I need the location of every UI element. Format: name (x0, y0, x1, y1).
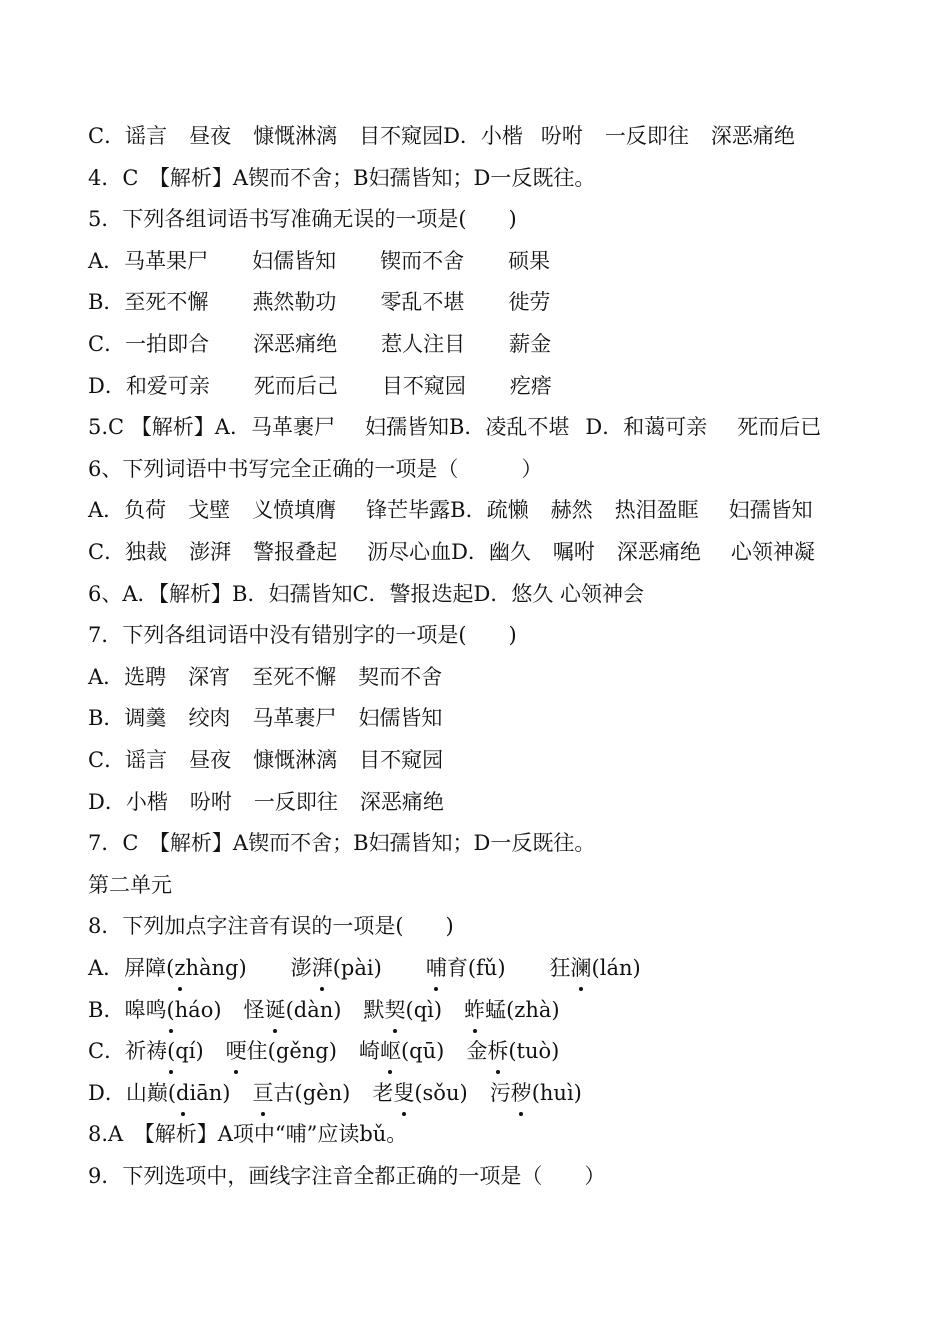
text-segment: 哽住(gěng) (226, 1031, 337, 1071)
text-line (88, 324, 910, 364)
text-segment: 深恶痛绝 (616, 540, 701, 564)
text-segment: 6、A．【解析】B．妇孺皆知C．警报迭起D．悠久 心领神会 (88, 581, 645, 606)
text-segment: 沥尽心血D．幽久 (367, 540, 531, 564)
text-line (88, 241, 910, 281)
text-segment: D．和爱可亲 (88, 373, 210, 398)
text-segment: 昼夜 (189, 748, 232, 772)
text-segment: 9．下列选项中，画线字注音全都正确的一项是（ ） (88, 1164, 606, 1188)
text-line (88, 366, 910, 406)
text-segment: B．嗥鸣(háo) (88, 990, 222, 1030)
text-segment: 零乱不堪 (380, 290, 465, 315)
text-segment: 亘古(gèn) (252, 1073, 350, 1113)
text-segment: 惹人注目 (381, 332, 466, 356)
text-segment: 老叟(sǒu) (372, 1073, 467, 1113)
text-segment: 燕然勒功 (252, 290, 337, 315)
text-segment: 戈壁 (188, 498, 231, 523)
text-segment: 至死不懈 (252, 664, 337, 689)
text-segment: A．负荷 (88, 498, 167, 523)
text-line (88, 116, 910, 156)
text-line (88, 199, 910, 239)
text-segment: 嘱咐 (552, 540, 595, 564)
text-line (88, 449, 910, 489)
text-segment: 昼夜 (189, 124, 232, 148)
text-segment: 7．下列各组词语中没有错别字的一项是( ) (88, 623, 517, 648)
text-line (88, 1073, 910, 1113)
text-segment: 赫然 (550, 498, 593, 523)
text-segment: 契而不舍 (358, 664, 443, 689)
text-segment: B．至死不懈 (88, 290, 209, 315)
text-segment: 第二单元 (88, 872, 172, 897)
text-segment: 8．下列加点字注音有误的一项是( ) (88, 914, 454, 939)
text-line (88, 407, 910, 447)
text-segment: 死而后己 (253, 373, 338, 398)
text-segment: 热泪盈眶 (614, 498, 699, 523)
text-segment: 妇孺皆知 (728, 498, 813, 523)
text-segment: D．和蔼可亲 (585, 415, 708, 440)
text-segment: 8.A 【解析】A项中“哺”应读bǔ。 (88, 1122, 408, 1147)
text-line (88, 740, 910, 780)
text-segment: 慷慨淋漓 (253, 748, 338, 772)
text-line (88, 906, 910, 946)
text-segment: 5．下列各组词语书写准确无误的一项是( ) (88, 207, 517, 232)
text-line (88, 948, 910, 988)
text-segment: 妇孺皆知B．凌乱不堪 (364, 415, 570, 440)
text-line (88, 532, 910, 572)
text-segment: C．祈祷(qí) (88, 1031, 204, 1071)
text-line (88, 657, 910, 697)
text-line (88, 823, 910, 863)
text-segment: 吩咐 (540, 124, 583, 148)
text-segment: A．选聘 (88, 664, 167, 689)
text-segment: B．调羹 (88, 706, 167, 731)
text-segment: 怪诞(dàn) (244, 990, 342, 1030)
text-line (88, 615, 910, 655)
text-segment: 一反即往 (253, 789, 338, 814)
text-segment: 深宵 (188, 664, 231, 689)
text-segment: 污秽(huì) (490, 1073, 582, 1113)
text-segment: 蚱蜢(zhà) (464, 990, 560, 1030)
text-segment: 5.C 【解析】A．马革裹尸 (88, 415, 335, 440)
text-segment: C．一拍即合 (88, 332, 210, 356)
text-segment: 锋芒毕露B．疏懒 (366, 498, 529, 523)
text-segment: 深恶痛绝 (710, 124, 795, 148)
text-segment: 默契(qì) (363, 990, 442, 1030)
text-segment: 4．C 【解析】A锲而不舍；B妇孺皆知；D一反既往。 (88, 165, 596, 190)
text-segment: 徙劳 (508, 290, 551, 315)
text-segment: 狂澜(lán) (550, 948, 641, 988)
text-segment: 妇儒皆知 (252, 248, 337, 273)
text-segment: 深恶痛绝 (359, 789, 444, 814)
text-segment: 吩咐 (189, 789, 232, 814)
text-segment: 目不窥园 (359, 748, 444, 772)
text-line (88, 574, 910, 614)
text-segment: 薪金 (509, 332, 552, 356)
text-line (88, 1156, 910, 1196)
text-segment: 崎岖(qū) (359, 1031, 444, 1071)
text-segment: 心领神凝 (730, 540, 815, 564)
text-segment: 目不窥园 (381, 373, 466, 398)
text-segment: 哺育(fǔ) (426, 948, 506, 988)
text-line (88, 865, 910, 905)
text-segment: 澎湃(pài) (291, 948, 382, 988)
text-segment: D．山巅(diān) (88, 1073, 230, 1113)
text-segment: 死而后已 (737, 415, 822, 440)
text-segment: 硕果 (508, 248, 551, 273)
text-line (88, 490, 910, 530)
text-line (88, 782, 910, 822)
text-segment: 锲而不舍 (380, 248, 465, 273)
text-segment: A．马革果尸 (88, 248, 209, 273)
text-segment: 疙瘩 (509, 373, 552, 398)
text-segment: C．谣言 (88, 748, 168, 772)
text-line (88, 1031, 910, 1071)
text-segment: 妇儒皆知 (358, 706, 443, 731)
text-segment: C．独裁 (88, 540, 168, 564)
text-segment: C．谣言 (88, 124, 168, 148)
text-segment: 6、下列词语中书写完全正确的一项是（ ） (88, 456, 543, 481)
text-segment: 慷慨淋漓 (253, 124, 338, 148)
text-segment: 金柝(tuò) (466, 1031, 559, 1071)
text-segment: 警报叠起 (253, 540, 338, 564)
text-segment: A．屏障(zhàng) (88, 948, 247, 988)
text-line (88, 158, 910, 198)
text-segment: 目不窥园D．小楷 (359, 124, 523, 148)
text-line (88, 1114, 910, 1154)
text-segment: 澎湃 (189, 540, 232, 564)
text-segment: 深恶痛绝 (253, 332, 338, 356)
text-line (88, 990, 910, 1030)
text-segment: 绞肉 (188, 706, 231, 731)
text-segment: 7．C 【解析】A锲而不舍；B妇孺皆知；D一反既往。 (88, 831, 596, 856)
text-line (88, 282, 910, 322)
text-segment: 义愤填膺 (252, 498, 337, 523)
text-segment: D．小楷 (88, 789, 168, 814)
text-segment: 一反即往 (604, 124, 689, 148)
text-segment: 马革裹尸 (252, 706, 337, 731)
text-line (88, 698, 910, 738)
